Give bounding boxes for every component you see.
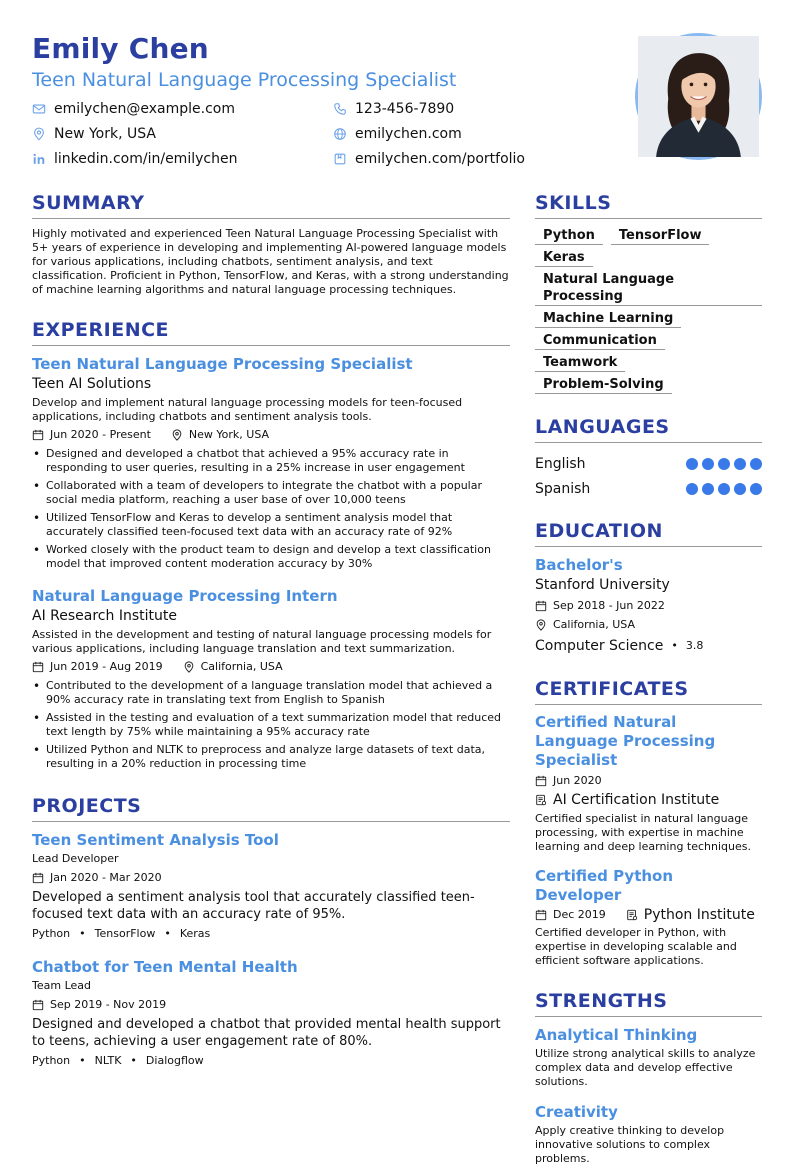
calendar-icon xyxy=(535,909,547,921)
tag-separator: • xyxy=(130,1054,137,1067)
education-field: Computer Science xyxy=(535,638,664,654)
calendar-icon xyxy=(535,775,547,787)
strength-title: Creativity xyxy=(535,1103,618,1121)
job-description: Develop and implement natural language processing models for teen-focused applications, including chatbots and sentiment analysis tools. xyxy=(32,396,463,423)
project-tag: Keras xyxy=(179,927,211,940)
left-column xyxy=(32,190,510,1069)
skills-list xyxy=(535,227,762,394)
language-level-dots xyxy=(686,483,762,495)
website-text: emilychen.com xyxy=(355,126,462,142)
education-dates-row xyxy=(535,598,762,614)
proficiency-dot xyxy=(718,483,730,495)
project-description: Developed a sentiment analysis tool that accurately classified teen-focused text data with an accuracy rate of 95%. xyxy=(32,890,475,922)
job-bullet: • Worked closely with the product team to design and develop a text classification model that improved content moderation accuracy by 30% xyxy=(32,543,510,571)
field-separator: • xyxy=(671,639,678,652)
project-tag: Dialogflow xyxy=(145,1054,204,1067)
globe-icon xyxy=(333,127,347,141)
candidate-title: Teen Natural Language Processing Specialist xyxy=(32,69,457,91)
language-name: English xyxy=(535,455,586,472)
location-pin-icon xyxy=(183,661,195,673)
profile-photo xyxy=(635,33,762,160)
contact-email[interactable] xyxy=(32,99,333,119)
project-item xyxy=(32,830,510,942)
project-title: Chatbot for Teen Mental Health xyxy=(32,958,298,976)
job-bullet: • Designed and developed a chatbot that achieved a 95% accuracy rate in responding to user queries, resulting in a 25% increase in user engagement xyxy=(32,447,510,475)
job-bullet: • Utilized TensorFlow and Keras to develop a sentiment analysis model that accurately classified teen-focused text data with an accuracy rate of 92% xyxy=(32,511,510,539)
education-location: California, USA xyxy=(553,618,635,631)
education-school: Stanford University xyxy=(535,577,670,593)
certificate-icon xyxy=(626,909,638,921)
email-icon xyxy=(32,102,46,116)
company-name: AI Research Institute xyxy=(32,608,177,624)
contact-list xyxy=(32,99,632,169)
certificate-date-org-row xyxy=(535,907,762,923)
certificate-title: Certified Python Developer xyxy=(535,867,674,904)
resume-header xyxy=(32,30,632,169)
strength-description: Utilize strong analytical skills to analyze complex data and develop effective solutions. xyxy=(535,1047,756,1088)
education-degree: Bachelor's xyxy=(535,556,623,574)
experience-heading: EXPERIENCE xyxy=(32,317,510,346)
calendar-icon xyxy=(32,429,44,441)
language-row xyxy=(535,476,762,501)
experience-item xyxy=(32,586,510,771)
contact-website[interactable] xyxy=(333,124,633,144)
strength-item xyxy=(535,1102,762,1166)
proficiency-dot xyxy=(718,458,730,470)
contact-phone[interactable] xyxy=(333,99,633,119)
skill-tag: Python xyxy=(535,227,603,245)
calendar-icon xyxy=(535,600,547,612)
skill-tag: Natural Language Processing xyxy=(535,271,762,306)
job-bullet: • Contributed to the development of a language translation model that achieved a 90% accuracy rate in translating text from English to Spanish xyxy=(32,679,510,707)
tag-separator: • xyxy=(79,927,86,940)
project-tags xyxy=(32,926,510,942)
strength-description: Apply creative thinking to develop innovative solutions to complex problems. xyxy=(535,1124,725,1165)
experience-item xyxy=(32,354,510,571)
calendar-icon xyxy=(32,661,44,673)
certificate-icon xyxy=(535,794,547,806)
summary-heading: SUMMARY xyxy=(32,190,510,219)
proficiency-dot xyxy=(702,458,714,470)
skills-heading: SKILLS xyxy=(535,190,762,219)
job-bullets xyxy=(32,679,510,771)
project-meta xyxy=(32,997,510,1013)
job-title: Teen Natural Language Processing Specialist xyxy=(32,355,413,373)
job-location: New York, USA xyxy=(188,428,270,441)
phone-text: 123-456-7890 xyxy=(355,101,455,117)
linkedin-text: linkedin.com/in/emilychen xyxy=(54,151,238,167)
calendar-icon xyxy=(32,999,44,1011)
language-row xyxy=(535,451,762,476)
strength-item xyxy=(535,1025,762,1089)
project-description: Designed and developed a chatbot that provided mental health support to teens, achieving a user engagement rate of 80%. xyxy=(32,1017,501,1049)
certificate-org-row xyxy=(535,791,762,809)
languages-heading: LANGUAGES xyxy=(535,414,762,443)
summary-text: Highly motivated and experienced Teen Natural Language Processing Specialist with 5+ years of experience in developing and implementing AI-powered language models for various applications, including chatbots, sentiment analysis, and text classification. Proficient in Python, TensorFlow, and Keras, with a strong understanding of machine learning algorithms and natural language processing techniques. xyxy=(32,227,509,296)
certificate-date: Jun 2020 xyxy=(553,774,602,787)
location-text: New York, USA xyxy=(54,126,156,142)
job-bullet: • Assisted in the testing and evaluation of a text summarization model that reduced text length by 75% while maintaining a 95% accuracy rate xyxy=(32,711,510,739)
email-text: emilychen@example.com xyxy=(54,101,235,117)
location-pin-icon xyxy=(32,127,46,141)
skill-tag: Communication xyxy=(535,332,665,350)
proficiency-dot xyxy=(734,458,746,470)
certificate-description: Certified developer in Python, with expertise in developing scalable and efficient software applications. xyxy=(535,926,737,967)
proficiency-dot xyxy=(702,483,714,495)
education-heading: EDUCATION xyxy=(535,518,762,547)
job-description: Assisted in the development and testing of natural language processing models for various applications, including language translation and text summarization. xyxy=(32,628,492,655)
job-meta xyxy=(32,427,510,443)
project-tag: NLTK xyxy=(94,1054,122,1067)
job-bullets xyxy=(32,447,510,571)
certificate-title: Certified Natural Language Processing Specialist xyxy=(535,713,716,769)
contact-linkedin[interactable] xyxy=(32,149,333,169)
job-dates: Jun 2020 - Present xyxy=(50,428,151,441)
right-column xyxy=(535,190,762,1166)
skill-tag: Machine Learning xyxy=(535,310,681,328)
contact-portfolio[interactable] xyxy=(333,149,633,169)
job-dates: Jun 2019 - Aug 2019 xyxy=(50,660,163,673)
skill-tag: TensorFlow xyxy=(611,227,710,245)
education-item xyxy=(535,555,762,656)
project-tag: Python xyxy=(32,1054,71,1067)
company-name: Teen AI Solutions xyxy=(32,376,152,392)
certificate-date-row xyxy=(535,773,762,789)
tag-separator: • xyxy=(164,927,171,940)
linkedin-icon xyxy=(32,152,46,166)
phone-icon xyxy=(333,102,347,116)
project-item xyxy=(32,957,510,1069)
certificate-description: Certified specialist in natural language processing, with expertise in machine learning and deep learning techniques. xyxy=(535,812,752,853)
job-bullet: • Collaborated with a team of developers to integrate the chatbot with a popular social media platform, reaching a user base of over 10,000 teens xyxy=(32,479,510,507)
job-bullet: • Utilized Python and NLTK to preprocess and analyze large datasets of text data, resulting in a 20% reduction in processing time xyxy=(32,743,510,771)
certificate-org: AI Certification Institute xyxy=(553,792,720,808)
proficiency-dot xyxy=(750,483,762,495)
certificate-item xyxy=(535,713,762,854)
project-tag: Python xyxy=(32,927,71,940)
proficiency-dot xyxy=(750,458,762,470)
skill-tag: Teamwork xyxy=(535,354,625,372)
certificate-item xyxy=(535,867,762,968)
education-dates: Sep 2018 - Jun 2022 xyxy=(553,599,665,612)
project-dates: Jan 2020 - Mar 2020 xyxy=(50,871,162,884)
project-tag: TensorFlow xyxy=(94,927,156,940)
project-title: Teen Sentiment Analysis Tool xyxy=(32,831,279,849)
project-meta xyxy=(32,870,510,886)
portfolio-text: emilychen.com/portfolio xyxy=(355,151,525,167)
skill-tag: Problem-Solving xyxy=(535,376,672,394)
project-role: Lead Developer xyxy=(32,852,119,865)
education-gpa: 3.8 xyxy=(685,639,704,652)
location-pin-icon xyxy=(535,619,547,631)
strength-title: Analytical Thinking xyxy=(535,1026,698,1044)
contact-location xyxy=(32,124,333,144)
job-title: Natural Language Processing Intern xyxy=(32,587,338,605)
portfolio-icon xyxy=(333,152,347,166)
proficiency-dot xyxy=(686,458,698,470)
proficiency-dot xyxy=(734,483,746,495)
project-dates: Sep 2019 - Nov 2019 xyxy=(50,998,167,1011)
project-tags xyxy=(32,1053,510,1069)
projects-heading: PROJECTS xyxy=(32,793,510,822)
language-level-dots xyxy=(686,458,762,470)
profile-portrait-icon xyxy=(638,36,759,157)
tag-separator: • xyxy=(79,1054,86,1067)
certificates-heading: CERTIFICATES xyxy=(535,676,762,705)
certificate-date: Dec 2019 xyxy=(553,908,606,921)
candidate-name: Emily Chen xyxy=(32,32,209,65)
skill-tag: Keras xyxy=(535,249,593,267)
education-location-row xyxy=(535,617,762,633)
calendar-icon xyxy=(32,872,44,884)
proficiency-dot xyxy=(686,483,698,495)
project-role: Team Lead xyxy=(32,979,91,992)
certificate-org: Python Institute xyxy=(643,907,755,923)
location-pin-icon xyxy=(171,429,183,441)
education-field-row xyxy=(535,636,762,656)
job-meta xyxy=(32,659,510,675)
language-name: Spanish xyxy=(535,480,591,497)
strengths-heading: STRENGTHS xyxy=(535,988,762,1017)
job-location: California, USA xyxy=(200,660,283,673)
